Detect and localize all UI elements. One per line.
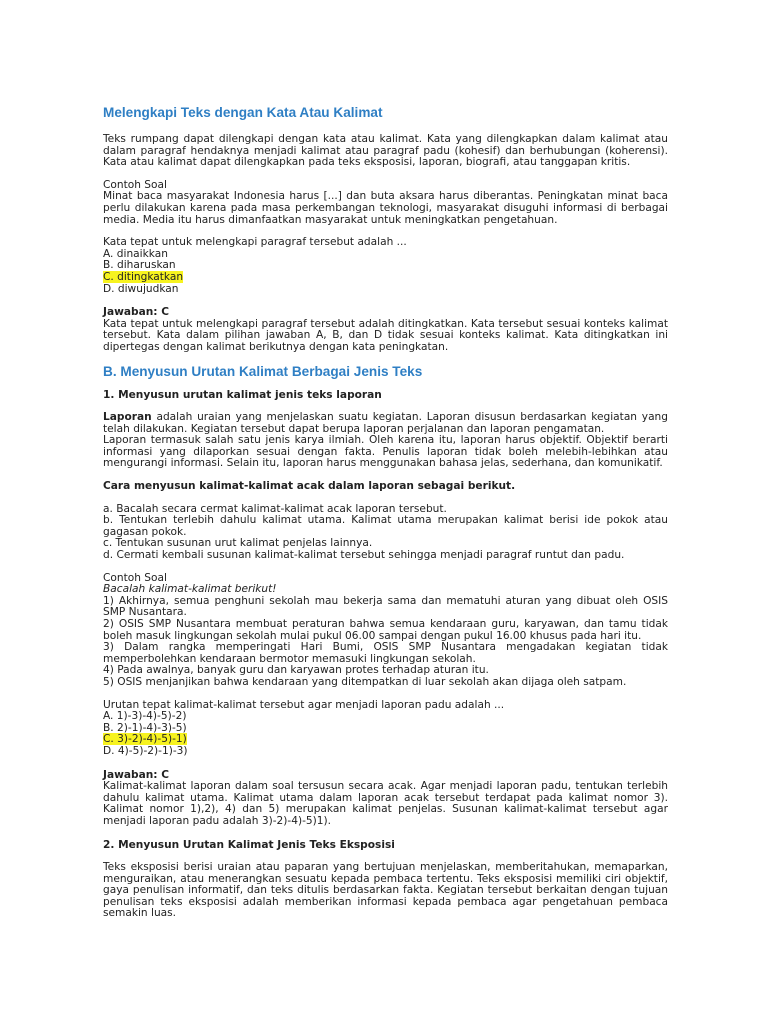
step-item: c. Tentukan susunan urut kalimat penjelas lainnya. (103, 537, 373, 550)
explanation-b: Kalimat-kalimat laporan dalam soal tersusun secara acak. Agar menjadi laporan padu, tentukan terlebih dahulu kalimat utama. Kalimat utama dalam laporan acak tersebut terdapat pada kalimat nomor 3). Kalimat nomor 1),2), 4) dan 5) merupakan kalimat penjelas. Susunan kalimat-kalimat tersebut agar menjadi laporan padu adalah 3)-2)-4)-5)1). (103, 780, 668, 827)
laporan-paragraph-1: Laporan adalah uraian yang menjelaskan suatu kegiatan. Laporan disusun berdasarkan kegiatan yang telah dilakukan. Kegiatan tersebut dapat berupa laporan perjalanan dan laporan pengamatan. (103, 411, 668, 435)
laporan-term: Laporan (103, 411, 152, 424)
steps-list (103, 504, 668, 562)
option-a-2: B. diharuskan (103, 259, 176, 272)
sentence-item: 1) Akhirnya, semua penghuni sekolah mau bekerja sama dan mematuhi aturan yang dibuat oleh OSIS SMP Nusantara. (103, 594, 668, 619)
option-b-3-highlighted: C. 3)-2)-4)-5)-1) (103, 733, 187, 746)
example-instruction-b: Bacalah kalimat-kalimat berikut! (103, 583, 277, 596)
subheading-laporan: 1. Menyusun urutan kalimat jenis teks laporan (103, 388, 382, 401)
explanation-a: Kata tepat untuk melengkapi paragraf tersebut adalah ditingkatkan. Kata tersebut sesuai konteks kalimat tersebut. Kata dalam pilihan jawaban A, B, dan D tidak sesuai konteks kalimat. Kata ditingkatkan ini dipertegas dengan kalimat berikutnya dengan kata peningkatan. (103, 317, 668, 353)
subheading-eksposisi: 2. Menyusun Urutan Kalimat Jenis Teks Eksposisi (103, 838, 395, 851)
eksposisi-paragraph: Teks eksposisi berisi uraian atau paparan yang bertujuan menjelaskan, memberitahukan, memaparkan, menguraikan, atau menerangkan sesuatu kepada pembaca tertentu. Teks eksposisi memiliki ciri objektif, gaya penulisan informatif, dan teks ditulis berdasarkan fakta. Kegiatan tersebut berkaitan dengan tujuan penulisan teks eksposisi adalah memberikan informasi kepada pembaca agar pengetahuan pembaca semakin luas. (103, 861, 668, 920)
example-label-a: Contoh Soal (103, 178, 167, 191)
option-b-2: B. 2)-1)-4)-3)-5) (103, 721, 187, 734)
option-a-4: D. diwujudkan (103, 282, 179, 295)
option-b-1: A. 1)-3)-4)-5)-2) (103, 710, 187, 723)
answer-a-label: Jawaban: C (103, 306, 169, 319)
step-item: b. Tentukan terlebih dahulu kalimat utama. Kalimat utama merupakan kalimat berisi ide pokok atau gagasan pokok. (103, 514, 668, 538)
step-item: d. Cermati kembali susunan kalimat-kalimat tersebut sehingga menjadi paragraf runtut dan padu. (103, 549, 625, 562)
sentence-item: 4) Pada awalnya, banyak guru dan karyawan protes terhadap aturan itu. (103, 664, 489, 677)
section-a-title: Melengkapi Teks dengan Kata Atau Kalimat (103, 105, 383, 120)
sentence-item: 3) Dalam rangka memperingati Hari Bumi, OSIS SMP Nusantara mengadakan kegiatan tidak memperbolehkan kendaraan bermotor memasuki lingkungan sekolah. (103, 641, 668, 665)
answer-b-label: Jawaban: C (103, 768, 169, 781)
sentence-list (103, 596, 668, 689)
question-b: Urutan tepat kalimat-kalimat tersebut agar menjadi laporan padu adalah ... (103, 698, 505, 711)
section-a-intro: Teks rumpang dapat dilengkapi dengan kata atau kalimat. Kata yang dilengkapkan dalam kalimat atau dalam paragraf hendaknya menjadi kalimat atau paragraf padu (kohesif) dan berhubungan (koherensi). Kata atau kalimat dapat dilengkapkan pada teks eksposisi, laporan, biografi, atau tanggapan kritis. (103, 133, 668, 169)
example-text-a: Minat baca masyarakat Indonesia harus [...] dan buta aksara harus diberantas. Peningkatan minat baca perlu dilakukan karena pada masa perkembangan teknologi, masyarakat disuguhi informasi di berbagai media. Media itu harus dimanfaatkan masyarakat untuk meningkatkan pengetahuan. (103, 190, 668, 226)
option-a-1: A. dinaikkan (103, 247, 168, 260)
section-b-title: B. Menyusun Urutan Kalimat Berbagai Jenis Teks (103, 363, 423, 379)
option-a-3-highlighted: C. ditingkatkan (103, 270, 184, 283)
sentence-item: 2) OSIS SMP Nusantara membuat peraturan bahwa semua kendaraan guru, karyawan, dan tamu tidak boleh masuk lingkungan sekolah mulai pukul 06.00 sampai dengan pukul 16.00 khusus pada hari itu. (103, 618, 668, 642)
example-label-b: Contoh Soal (103, 571, 167, 584)
step-item: a. Bacalah secara cermat kalimat-kalimat acak laporan tersebut. (103, 502, 447, 515)
option-b-4: D. 4)-5)-2)-1)-3) (103, 744, 188, 757)
question-a: Kata tepat untuk melengkapi paragraf tersebut adalah ... (103, 236, 407, 249)
laporan-paragraph-2: Laporan termasuk salah satu jenis karya ilmiah. Oleh karena itu, laporan harus objektif. Objektif berarti informasi yang dilaporkan sesuai dengan fakta. Penulis laporan tidak boleh melebih-lebihkan atau mengurangi informasi. Selain itu, laporan harus menggunakan bahasa jelas, sederhana, dan komunikatif. (103, 434, 668, 470)
sentence-item: 5) OSIS menjanjikan bahwa kendaraan yang ditempatkan di luar sekolah akan dijaga oleh satpam. (103, 675, 627, 688)
cara-heading: Cara menyusun kalimat-kalimat acak dalam laporan sebagai berikut. (103, 480, 516, 493)
